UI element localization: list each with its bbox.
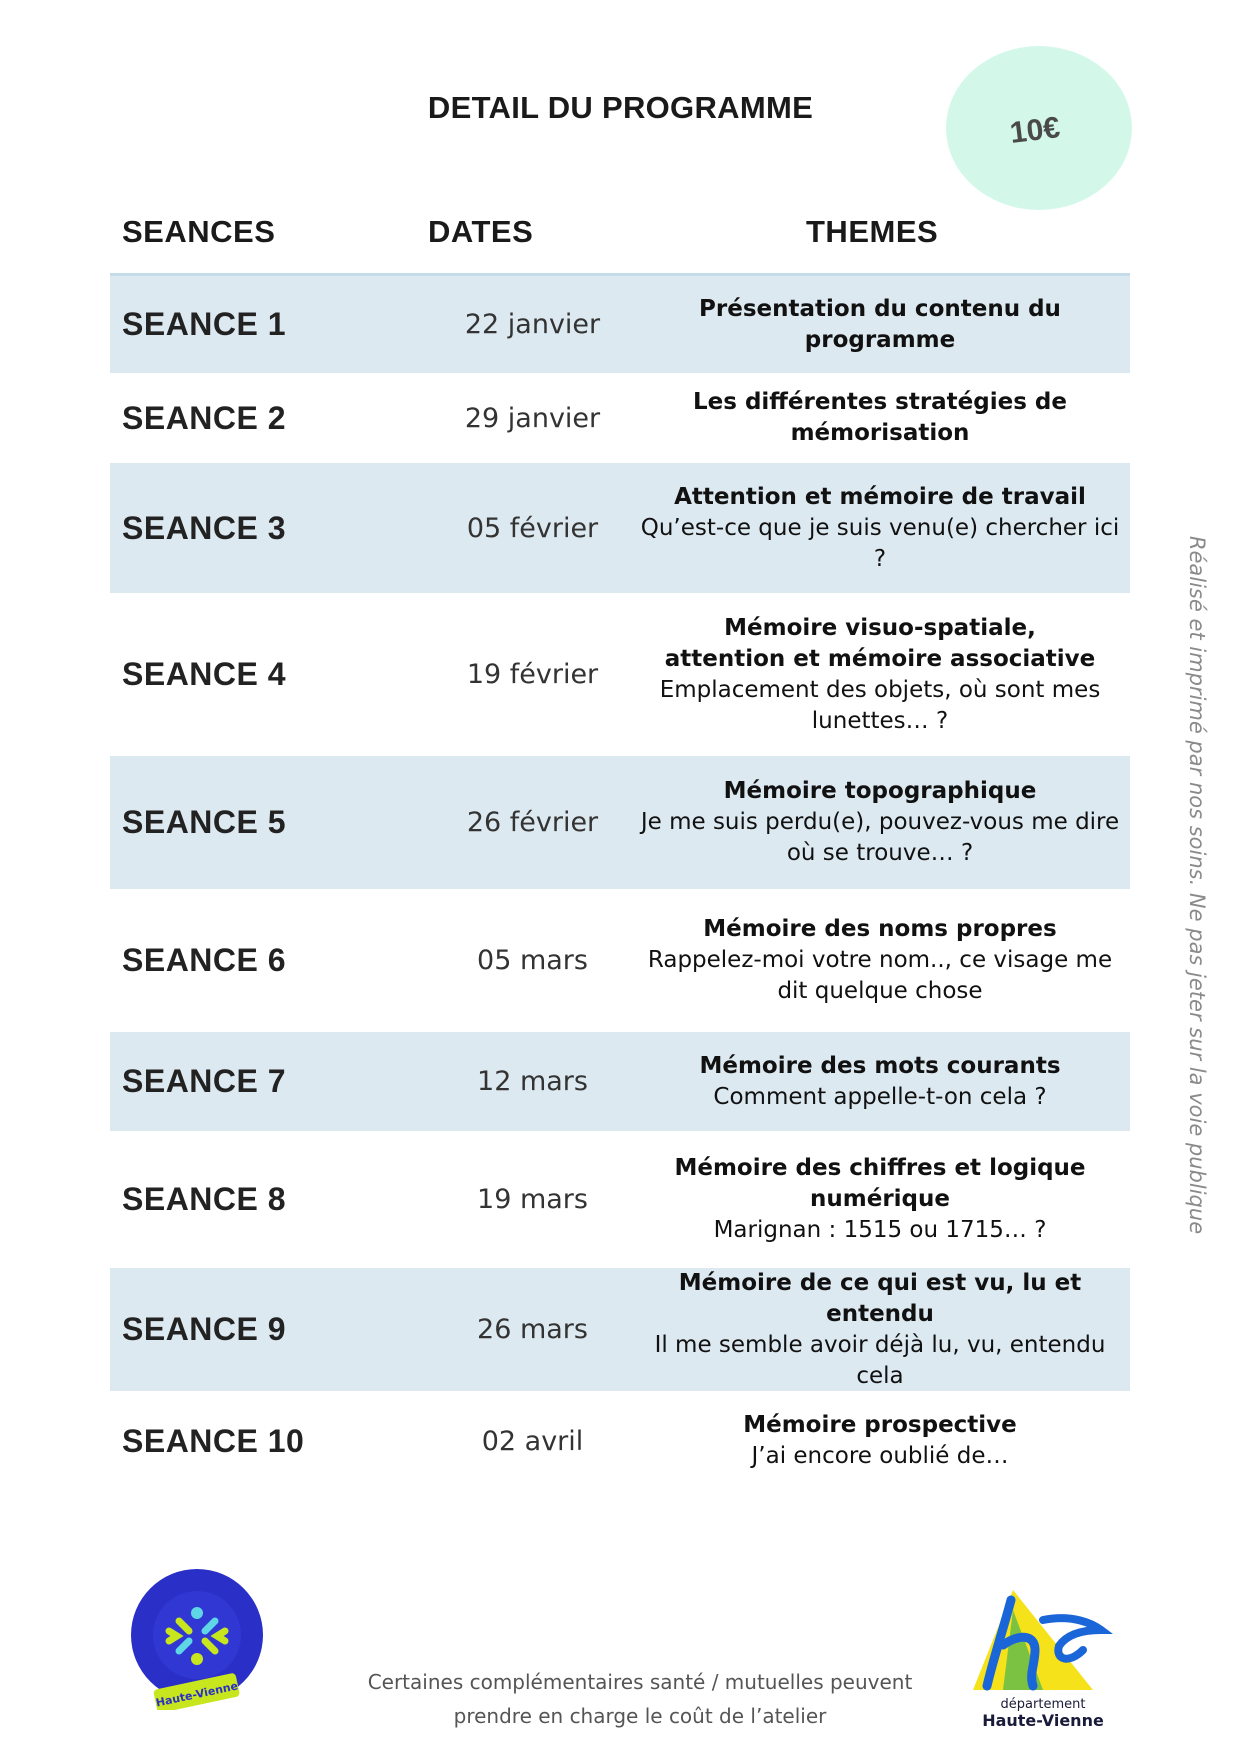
seance-label: SEANCE 4 [122, 656, 287, 692]
side-note [1182, 535, 1212, 1235]
theme-title: Mémoire des noms propres [703, 916, 1057, 942]
theme-title: Mémoire des chiffres et logique numérique [674, 1155, 1086, 1212]
table-row [110, 273, 1130, 373]
svg-text:Haute-Vienne: Haute-Vienne [154, 1679, 240, 1710]
seance-date: 26 février [466, 807, 599, 838]
header-dates: DATES [428, 214, 534, 249]
seance-theme [630, 914, 1130, 1007]
side-note-text: Réalisé et imprimé par nos soins. Ne pas jeter sur la voie publique [1185, 535, 1209, 1235]
header-themes: THEMES [806, 214, 939, 249]
seance-theme [630, 776, 1130, 869]
seance-label: SEANCE 6 [122, 942, 287, 978]
seance-theme [630, 1410, 1130, 1472]
departement-haute-vienne-logo [973, 1590, 1113, 1730]
theme-title: Présentation du contenu du programme [699, 295, 1061, 353]
svg-text:Haute-Vienne: Haute-Vienne [982, 1711, 1104, 1730]
theme-title: Mémoire topographique [723, 778, 1037, 804]
footer-note [300, 1665, 980, 1733]
seance-theme [630, 482, 1130, 575]
theme-description: J’ai encore oublié de… [751, 1443, 1009, 1469]
seance-label: SEANCE 7 [122, 1063, 287, 1099]
theme-title: attention et mémoire associative [664, 645, 1096, 672]
seance-date: 19 février [466, 659, 599, 690]
seance-date: 26 mars [477, 1314, 588, 1345]
table-row [110, 463, 1130, 593]
seance-theme [630, 1051, 1130, 1113]
seance-label: SEANCE 9 [122, 1311, 287, 1347]
seance-label: SEANCE 5 [122, 804, 287, 840]
theme-description: Emplacement des objets, où sont mes lunettes… ? [659, 676, 1101, 734]
theme-description: Il me semble avoir déjà lu, vu, entendu cela [654, 1331, 1106, 1389]
seance-label: SEANCE 1 [122, 306, 287, 342]
seance-theme [630, 1153, 1130, 1246]
program-table [110, 273, 1130, 1491]
seance-theme [630, 1268, 1130, 1392]
page-title: DETAIL DU PROGRAMME [427, 90, 814, 125]
commission-financeurs-logo [125, 1565, 270, 1710]
seance-date: 22 janvier [464, 309, 601, 340]
seance-date: 29 janvier [464, 402, 601, 434]
table-row [110, 756, 1130, 889]
seance-label: SEANCE 10 [122, 1422, 305, 1459]
table-row [110, 1391, 1130, 1491]
price-badge [946, 46, 1132, 210]
table-row [110, 1131, 1130, 1268]
departement-logo-icon [973, 1590, 1113, 1730]
footer-line-1: Certaines complémentaires santé / mutuelles peuvent [367, 1670, 913, 1694]
seance-date: 12 mars [477, 1066, 588, 1097]
seance-date: 05 mars [477, 945, 588, 976]
seance-theme [630, 294, 1130, 356]
seance-theme [630, 613, 1130, 737]
table-row [110, 373, 1130, 463]
svg-text:département: département [1000, 1697, 1086, 1712]
seance-date: 19 mars [477, 1184, 588, 1215]
table-row [110, 1032, 1130, 1131]
theme-description: Marignan : 1515 ou 1715… ? [713, 1217, 1047, 1243]
footer-line-2: prendre en charge le coût de l’atelier [453, 1704, 827, 1728]
seance-date: 02 avril [481, 1425, 584, 1457]
seance-label: SEANCE 2 [122, 399, 287, 436]
table-row [110, 593, 1130, 756]
price-label: 10€ [1008, 111, 1062, 150]
table-row [110, 1268, 1130, 1391]
theme-title: Mémoire prospective [743, 1412, 1017, 1438]
theme-description: Comment appelle-t-on cela ? [713, 1083, 1047, 1110]
theme-title: Les différentes stratégies de mémorisation [693, 389, 1067, 446]
theme-description: Rappelez-moi votre nom.., ce visage me dit quelque chose [647, 947, 1113, 1004]
seance-date: 05 février [466, 512, 599, 544]
theme-title: Mémoire des mots courants [699, 1052, 1061, 1079]
theme-title: Attention et mémoire de travail [674, 483, 1086, 510]
theme-description: Qu’est-ce que je suis venu(e) chercher ici ? [640, 514, 1120, 572]
seance-theme [630, 387, 1130, 449]
seance-label: SEANCE 8 [122, 1181, 287, 1217]
header-seances: SEANCES [122, 214, 276, 249]
theme-title: Mémoire de ce qui est vu, lu et entendu [678, 1269, 1082, 1327]
theme-title: Mémoire visuo-spatiale, [724, 614, 1036, 641]
commission-logo-icon [125, 1565, 270, 1710]
theme-description: Je me suis perdu(e), pouvez-vous me dire où se trouve… ? [640, 809, 1120, 866]
table-row [110, 889, 1130, 1032]
seance-label: SEANCE 3 [122, 509, 287, 546]
